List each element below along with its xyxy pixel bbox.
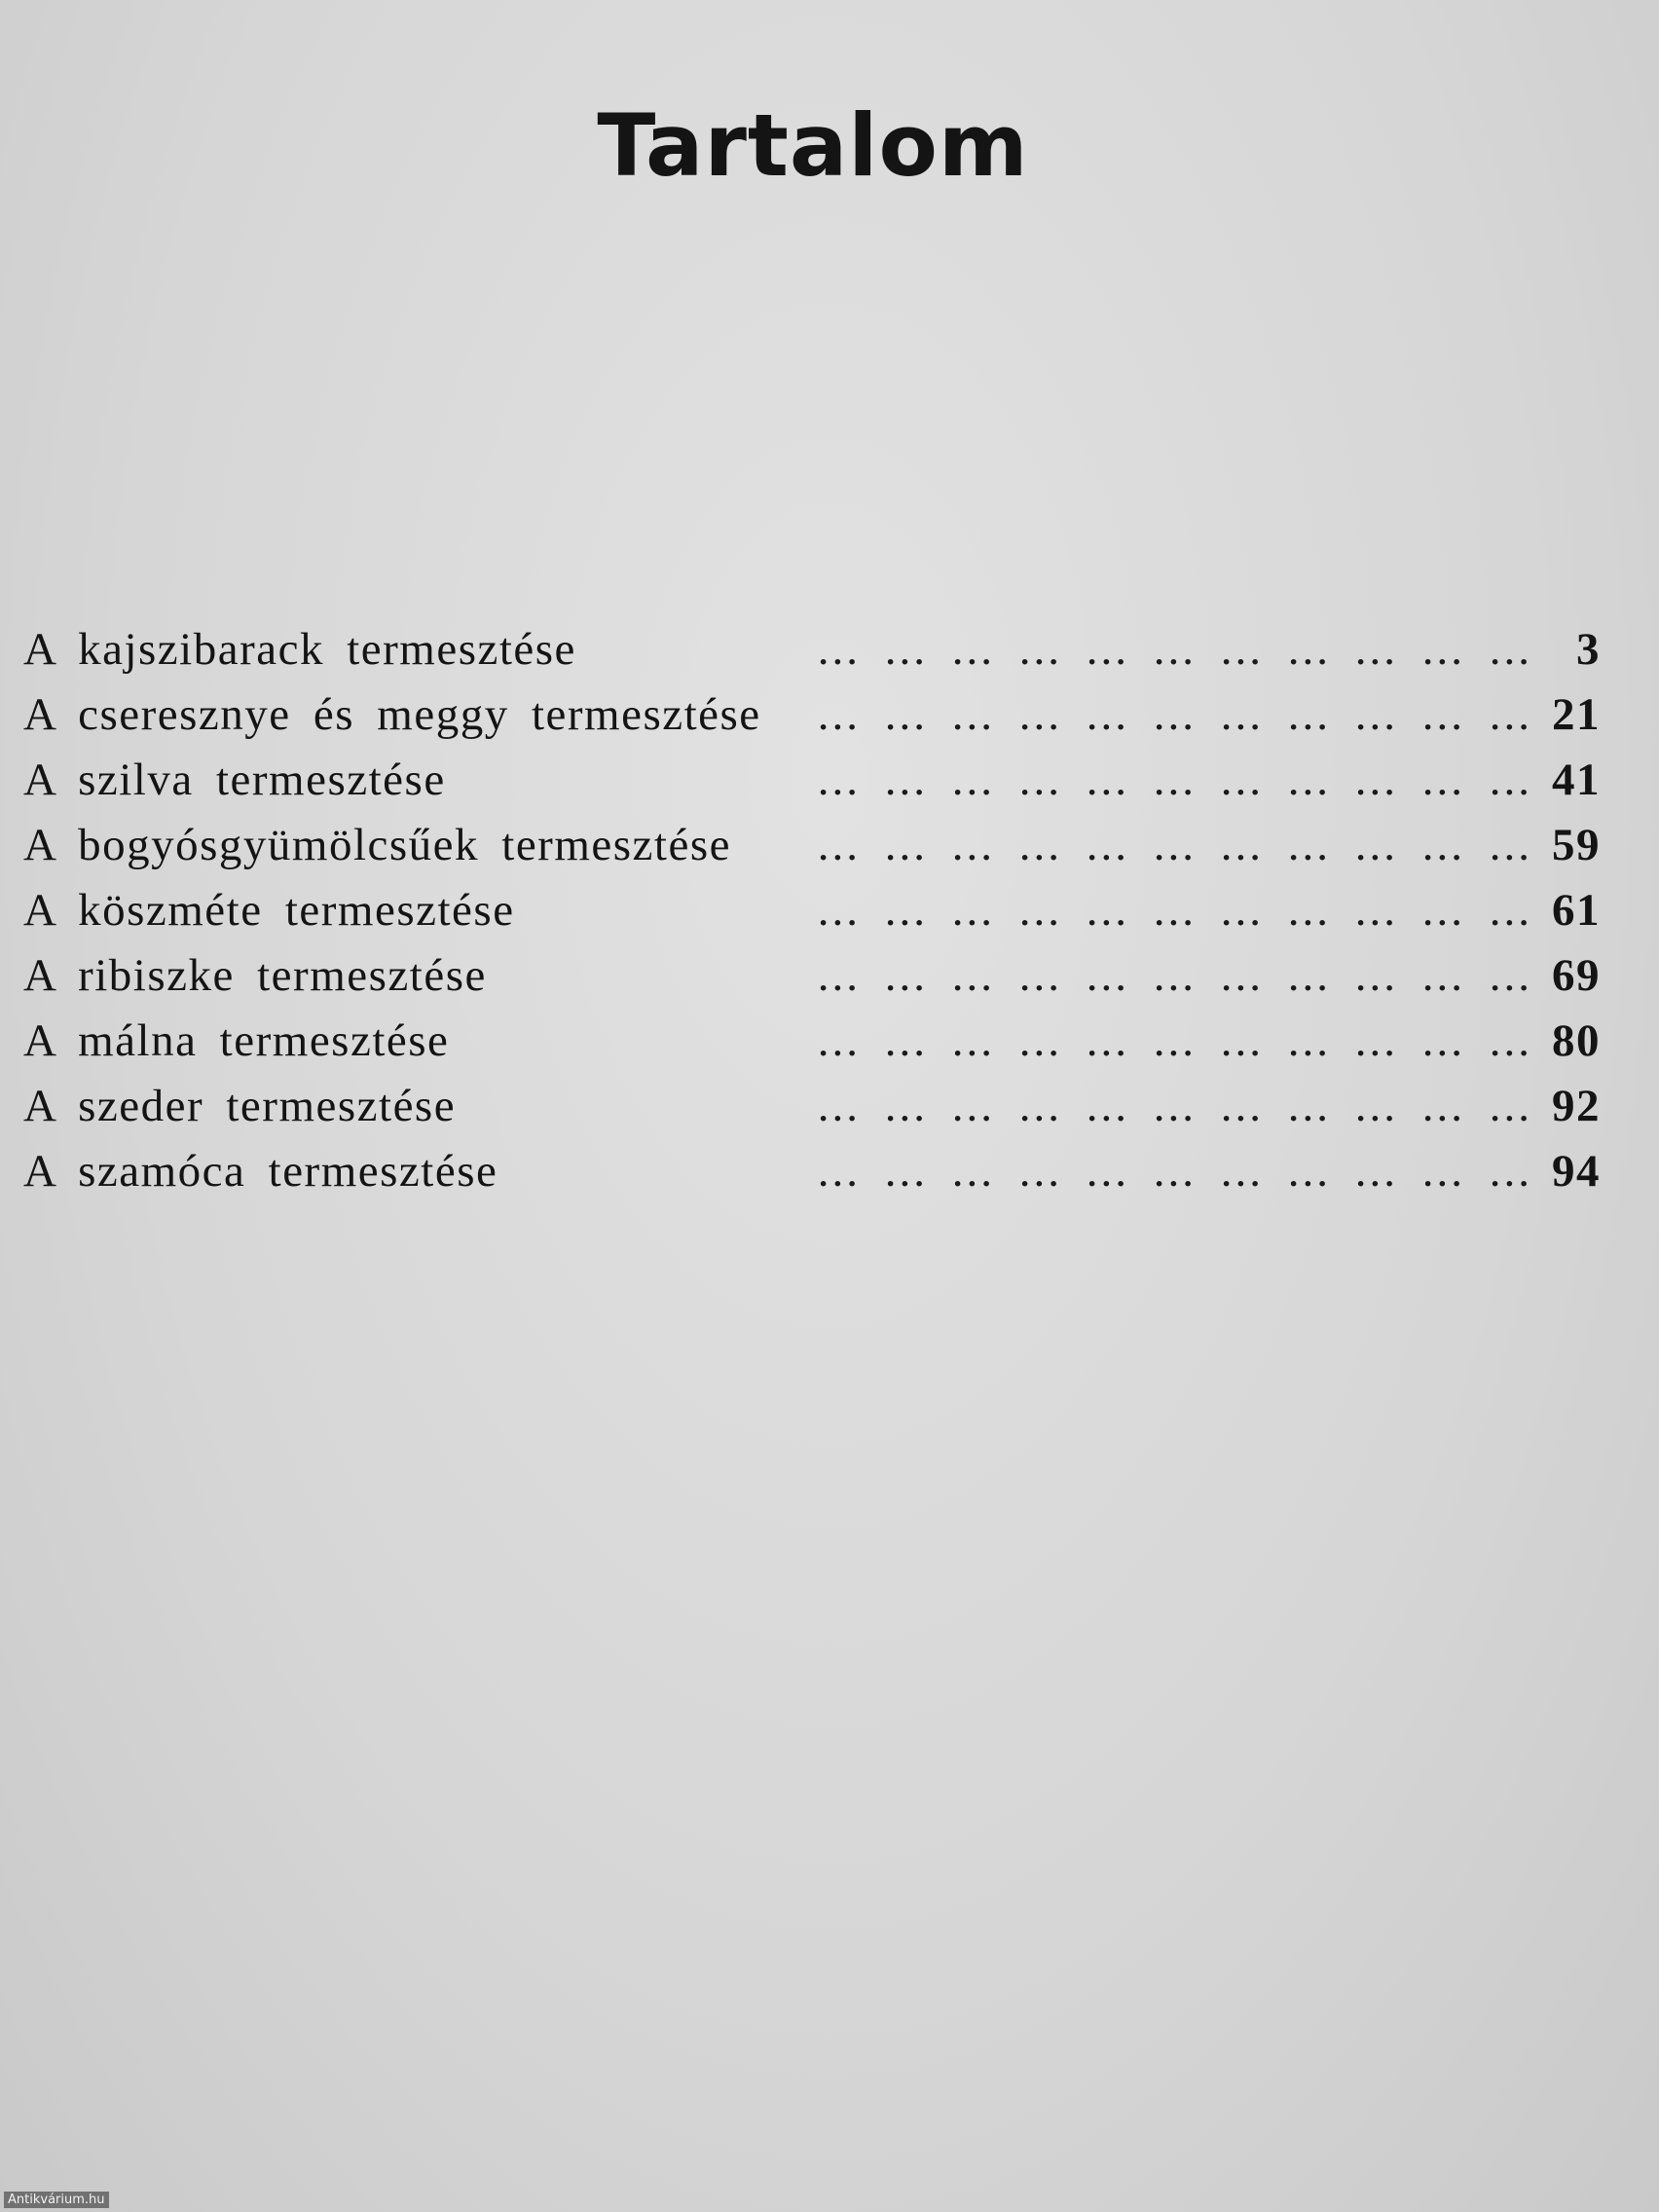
page-title: Tartalom [597, 95, 1029, 196]
toc-label: A bogyósgyümölcsűek termesztése [23, 820, 731, 870]
toc-row [23, 1014, 1601, 1080]
toc-row [23, 754, 1601, 819]
toc-label: A köszméte termesztése [23, 885, 515, 936]
toc-page-number: 92 [1552, 1081, 1601, 1131]
toc-page-number: 69 [1552, 950, 1601, 1001]
toc-row [23, 623, 1601, 688]
toc-label: A szeder termesztése [23, 1081, 457, 1131]
toc-page-number: 3 [1576, 624, 1601, 675]
toc-page-number: 80 [1552, 1015, 1601, 1066]
toc-leader-dots: ... ... ... ... ... ... ... ... ... ... ... [817, 885, 1532, 936]
toc-leader-dots: ... ... ... ... ... ... ... ... ... ... ... [817, 755, 1532, 805]
toc-leader-dots: ... ... ... ... ... ... ... ... ... ... ... [817, 689, 1532, 740]
toc-label: A ribiszke termesztése [23, 950, 487, 1001]
toc-label: A málna termesztése [23, 1015, 450, 1066]
toc-row [23, 949, 1601, 1014]
toc-page-number: 41 [1552, 755, 1601, 805]
toc-row [23, 1145, 1601, 1210]
toc-leader-dots: ... ... ... ... ... ... ... ... ... ... ... [817, 624, 1532, 675]
toc-leader-dots: ... ... ... ... ... ... ... ... ... ... ... [817, 1015, 1532, 1066]
toc-row [23, 819, 1601, 884]
toc-label: A szilva termesztése [23, 755, 446, 805]
toc-row [23, 688, 1601, 754]
toc-page-number: 59 [1552, 820, 1601, 870]
toc-page-number: 21 [1552, 689, 1601, 740]
toc-page-number: 61 [1552, 885, 1601, 936]
toc-label: A kajszibarack termesztése [23, 624, 576, 675]
toc-label: A cseresznye és meggy termesztése [23, 689, 761, 740]
toc-leader-dots: ... ... ... ... ... ... ... ... ... ... ... [817, 820, 1532, 870]
toc-label: A szamóca termesztése [23, 1146, 498, 1197]
toc-leader-dots: ... ... ... ... ... ... ... ... ... ... ... [817, 950, 1532, 1001]
watermark: Antikvárium.hu [4, 2192, 109, 2208]
toc-leader-dots: ... ... ... ... ... ... ... ... ... ... ... [817, 1081, 1532, 1131]
toc-row [23, 884, 1601, 949]
toc-page-number: 94 [1552, 1146, 1601, 1197]
table-of-contents [23, 623, 1601, 1210]
toc-row [23, 1080, 1601, 1145]
toc-leader-dots: ... ... ... ... ... ... ... ... ... ... ... [817, 1146, 1532, 1197]
